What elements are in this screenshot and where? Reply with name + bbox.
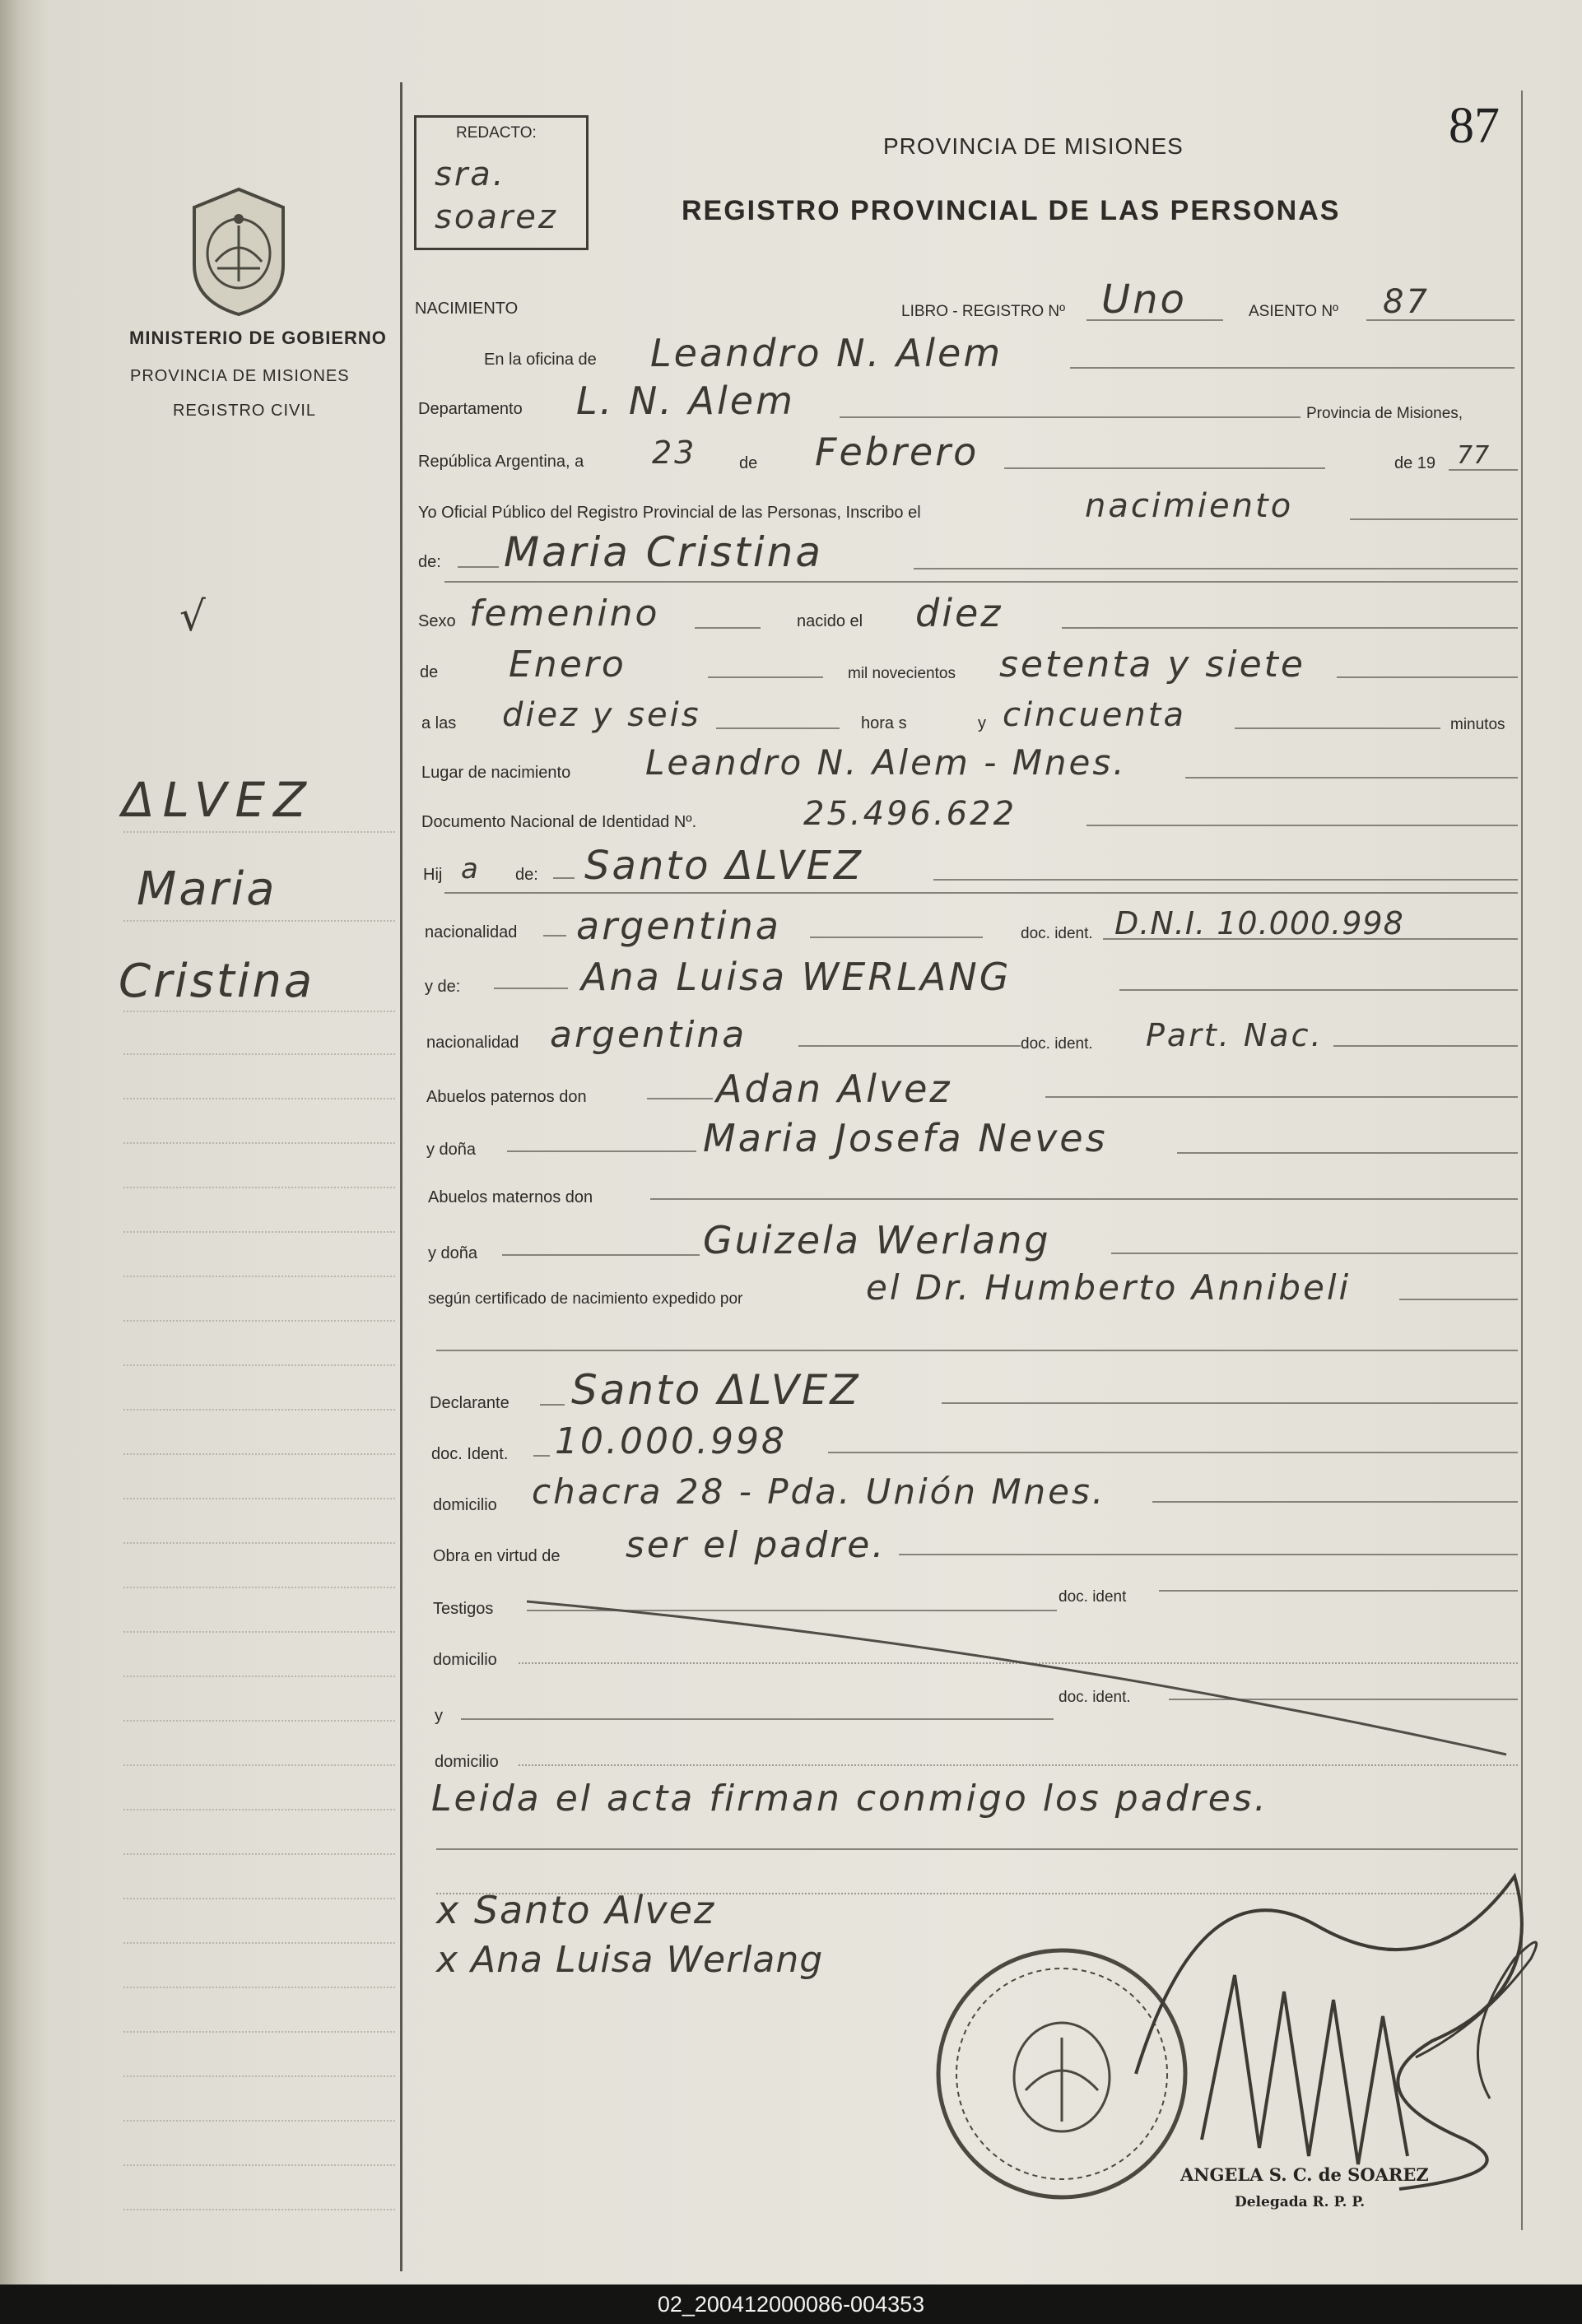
rule — [1366, 319, 1515, 321]
redacto-box — [414, 115, 589, 250]
month-value: Febrero — [815, 430, 979, 474]
abuelo-paterno-value: Adan Alvez — [716, 1067, 952, 1111]
obra-value: ser el padre. — [626, 1524, 886, 1566]
margin-rule — [123, 1453, 395, 1455]
rule — [494, 988, 568, 989]
declarante-label: Declarante — [430, 1394, 509, 1412]
rule — [1337, 676, 1518, 678]
rule — [716, 727, 840, 729]
rule — [798, 1045, 1021, 1047]
mother-yde-label: y de: — [425, 978, 461, 996]
margin-rule — [123, 2164, 395, 2166]
minutos-label: minutos — [1450, 716, 1505, 733]
margin-rule — [123, 1364, 395, 1366]
rule — [543, 935, 566, 937]
libro-value: Uno — [1101, 277, 1187, 323]
rule — [540, 1404, 565, 1406]
margin-rule — [123, 831, 395, 833]
departamento-value: L. N. Alem — [576, 379, 795, 423]
segun-label: según certificado de nacimiento expedido por — [428, 1290, 743, 1308]
mother-nationality-value: argentina — [550, 1014, 747, 1056]
asiento-label: ASIENTO Nº — [1249, 303, 1338, 320]
child-de-label: de: — [418, 553, 441, 571]
rule — [1086, 319, 1223, 321]
redacto-value-2: soarez — [435, 198, 558, 236]
officer-title: Delegada R. P. P. — [1235, 2194, 1366, 2210]
alas-label: a las — [421, 714, 457, 732]
margin-rule — [123, 1942, 395, 1944]
rule — [458, 566, 499, 568]
rule — [810, 937, 983, 938]
testigos-label: Testigos — [433, 1600, 494, 1618]
abuela-materna-value: Guizela Werlang — [703, 1218, 1051, 1262]
alas-value: diez y seis — [502, 696, 701, 734]
margin-rule — [123, 1409, 395, 1411]
page-number: 87 — [1449, 98, 1500, 154]
margin-check-mark: √ — [179, 593, 208, 640]
rule — [436, 1350, 1518, 1351]
mes-de-label: de — [420, 663, 439, 681]
rule — [502, 1254, 700, 1256]
abuela-paterna-value: Maria Josefa Neves — [703, 1116, 1108, 1160]
margin-rule — [123, 1987, 395, 1988]
government-seal-emblem — [181, 186, 296, 318]
rule — [695, 627, 761, 629]
day-value: 23 — [652, 435, 697, 471]
republica-label: República Argentina, a — [418, 453, 584, 471]
dni-value: 25.496.622 — [803, 795, 1017, 833]
minutos-value: cincuenta — [1003, 696, 1186, 734]
parent-signature-2: x Ana Luisa Werlang — [436, 1939, 824, 1981]
lugar-value: Leandro N. Alem - Mnes. — [645, 742, 1127, 783]
image-caption: 02_200412000086-004353 — [0, 2284, 1582, 2324]
rule — [444, 892, 1518, 894]
record-type: NACIMIENTO — [415, 300, 519, 318]
rule — [914, 568, 1518, 569]
margin-rule — [123, 1809, 395, 1810]
provincia-label: Provincia de Misiones, — [1306, 405, 1463, 422]
testigos-doc-label: doc. ident — [1059, 1588, 1127, 1606]
y-label: y — [978, 714, 986, 732]
oficial-label: Yo Oficial Público del Registro Provincial de las Personas, Inscribo el — [418, 504, 921, 522]
rule — [1086, 825, 1518, 826]
margin-rule — [123, 1231, 395, 1233]
hij-label: Hij — [423, 866, 443, 884]
rule — [1004, 467, 1325, 469]
margin-rule — [123, 1142, 395, 1144]
margin-rule — [123, 2209, 395, 2210]
margin-second-name: Cristina — [119, 955, 315, 1008]
margin-ministry: MINISTERIO DE GOBIERNO — [129, 328, 387, 348]
y2-label: y — [435, 1707, 443, 1725]
oficina-label: En la oficina de — [484, 351, 597, 369]
libro-label: LIBRO - REGISTRO Nº — [901, 303, 1066, 320]
hora-label: hora s — [861, 714, 907, 732]
margin-rule — [123, 1187, 395, 1188]
margin-first-name: Maria — [137, 862, 277, 916]
testigos-crossout-line — [527, 1597, 1515, 1761]
ydona-mat-label: y doña — [428, 1244, 478, 1262]
officer-signature — [1103, 1827, 1564, 2205]
margin-province: PROVINCIA DE MISIONES — [130, 367, 350, 385]
father-doc-label: doc. ident. — [1021, 925, 1093, 942]
margin-rule — [123, 2075, 395, 2077]
declarante-doc-label: doc. Ident. — [431, 1445, 509, 1463]
testigo2-domicilio-label: domicilio — [435, 1753, 499, 1771]
domicilio-label: domicilio — [433, 1496, 497, 1514]
rule — [942, 1402, 1518, 1404]
redacto-label: REDACTO: — [456, 124, 537, 142]
father-nationality-value: argentina — [576, 904, 781, 948]
rule — [1062, 627, 1518, 629]
father-name-value: Santo ΔLVEZ — [584, 843, 863, 889]
dni-label: Documento Nacional de Identidad Nº. — [421, 813, 697, 831]
margin-rule — [123, 1011, 395, 1012]
margin-rule — [123, 1631, 395, 1633]
ydona-pat-label: y doña — [426, 1141, 477, 1159]
header-registry: REGISTRO PROVINCIAL DE LAS PERSONAS — [682, 195, 1341, 226]
oficial-value: nacimiento — [1085, 487, 1294, 525]
rule — [1185, 777, 1518, 779]
rule — [1333, 1045, 1518, 1047]
rule — [1103, 938, 1518, 940]
rule — [647, 1098, 713, 1099]
margin-rule — [123, 1720, 395, 1722]
rule — [1152, 1501, 1518, 1503]
month-de-label: de — [739, 454, 758, 472]
obra-label: Obra en virtud de — [433, 1547, 561, 1565]
mil-label: mil novecientos — [848, 665, 956, 682]
nacido-value: diez — [915, 591, 1003, 635]
mes-nac-value: Enero — [509, 644, 626, 686]
rule — [1159, 1590, 1518, 1592]
lugar-label: Lugar de nacimiento — [421, 764, 571, 782]
margin-rule — [123, 1676, 395, 1677]
rule — [1235, 727, 1440, 729]
mil-value: setenta y siete — [999, 644, 1305, 686]
rule — [444, 581, 1518, 583]
asiento-value: 87 — [1383, 283, 1430, 321]
margin-rule — [123, 1276, 395, 1277]
header-province: PROVINCIA DE MISIONES — [883, 133, 1184, 159]
father-nationality-label: nacionalidad — [425, 923, 518, 941]
declarante-value: Santo ΔLVEZ — [571, 1366, 861, 1414]
declarante-doc-value: 10.000.998 — [555, 1420, 787, 1462]
mother-nationality-label: nacionalidad — [426, 1034, 519, 1052]
margin-surname: ΔLVEZ — [122, 772, 314, 828]
rule — [840, 416, 1300, 418]
domicilio-value: chacra 28 - Pda. Unión Mnes. — [532, 1471, 1106, 1512]
hij-suffix: a — [461, 853, 481, 885]
margin-rule — [123, 1098, 395, 1099]
rule — [650, 1198, 1518, 1200]
rule — [507, 1150, 696, 1152]
testigo1-domicilio-label: domicilio — [433, 1651, 497, 1669]
mother-doc-label: doc. ident. — [1021, 1035, 1093, 1053]
rule — [1119, 989, 1518, 991]
abuelos-paternos-label: Abuelos paternos don — [426, 1088, 587, 1106]
rule — [519, 1764, 1518, 1766]
nacido-label: nacido el — [797, 612, 863, 630]
redacto-value-1: sra. — [435, 156, 506, 193]
margin-rule — [123, 1498, 395, 1499]
father-doc-value: D.N.I. 10.000.998 — [1114, 905, 1404, 941]
year-value: 77 — [1457, 441, 1491, 470]
margin-rule — [123, 1320, 395, 1322]
margin-rule — [123, 2120, 395, 2122]
rule — [828, 1452, 1518, 1453]
sexo-value: femenino — [469, 593, 660, 634]
rule — [533, 1455, 550, 1457]
departamento-label: Departamento — [418, 400, 523, 418]
margin-divider — [400, 82, 402, 2271]
margin-rule — [123, 1764, 395, 1766]
oficina-value: Leandro N. Alem — [650, 331, 1003, 375]
margin-rule — [123, 1542, 395, 1544]
rule — [1111, 1253, 1518, 1254]
rule — [1449, 469, 1518, 471]
rule — [1399, 1299, 1518, 1300]
margin-rule — [123, 2031, 395, 2033]
leida-text: Leida el acta firman conmigo los padres. — [431, 1778, 1268, 1820]
margin-rule — [123, 1587, 395, 1588]
rule — [933, 879, 1518, 881]
margin-rule — [123, 920, 395, 922]
parent-signature-1: x Santo Alvez — [436, 1888, 716, 1932]
margin-rule — [123, 1853, 395, 1855]
testigo2-doc-label: doc. ident. — [1059, 1689, 1131, 1706]
rule — [1070, 367, 1515, 369]
rule — [1045, 1096, 1518, 1098]
mother-doc-value: Part. Nac. — [1146, 1017, 1324, 1053]
mother-name-value: Ana Luisa WERLANG — [581, 955, 1012, 999]
rule — [1177, 1152, 1518, 1154]
year-label: de 19 — [1394, 454, 1436, 472]
abuelos-maternos-label: Abuelos maternos don — [428, 1188, 593, 1206]
margin-registry: REGISTRO CIVIL — [173, 402, 317, 420]
margin-rule — [123, 1898, 395, 1899]
officer-name: ANGELA S. C. de SOAREZ — [1180, 2164, 1429, 2185]
sexo-label: Sexo — [418, 612, 456, 630]
child-name-value: Maria Cristina — [504, 528, 823, 576]
hij-de-label: de: — [515, 866, 538, 884]
rule — [708, 676, 823, 678]
margin-rule — [123, 1053, 395, 1055]
segun-value: el Dr. Humberto Annibeli — [866, 1267, 1352, 1308]
rule — [1350, 518, 1518, 520]
rule — [553, 877, 575, 879]
rule — [899, 1554, 1518, 1555]
